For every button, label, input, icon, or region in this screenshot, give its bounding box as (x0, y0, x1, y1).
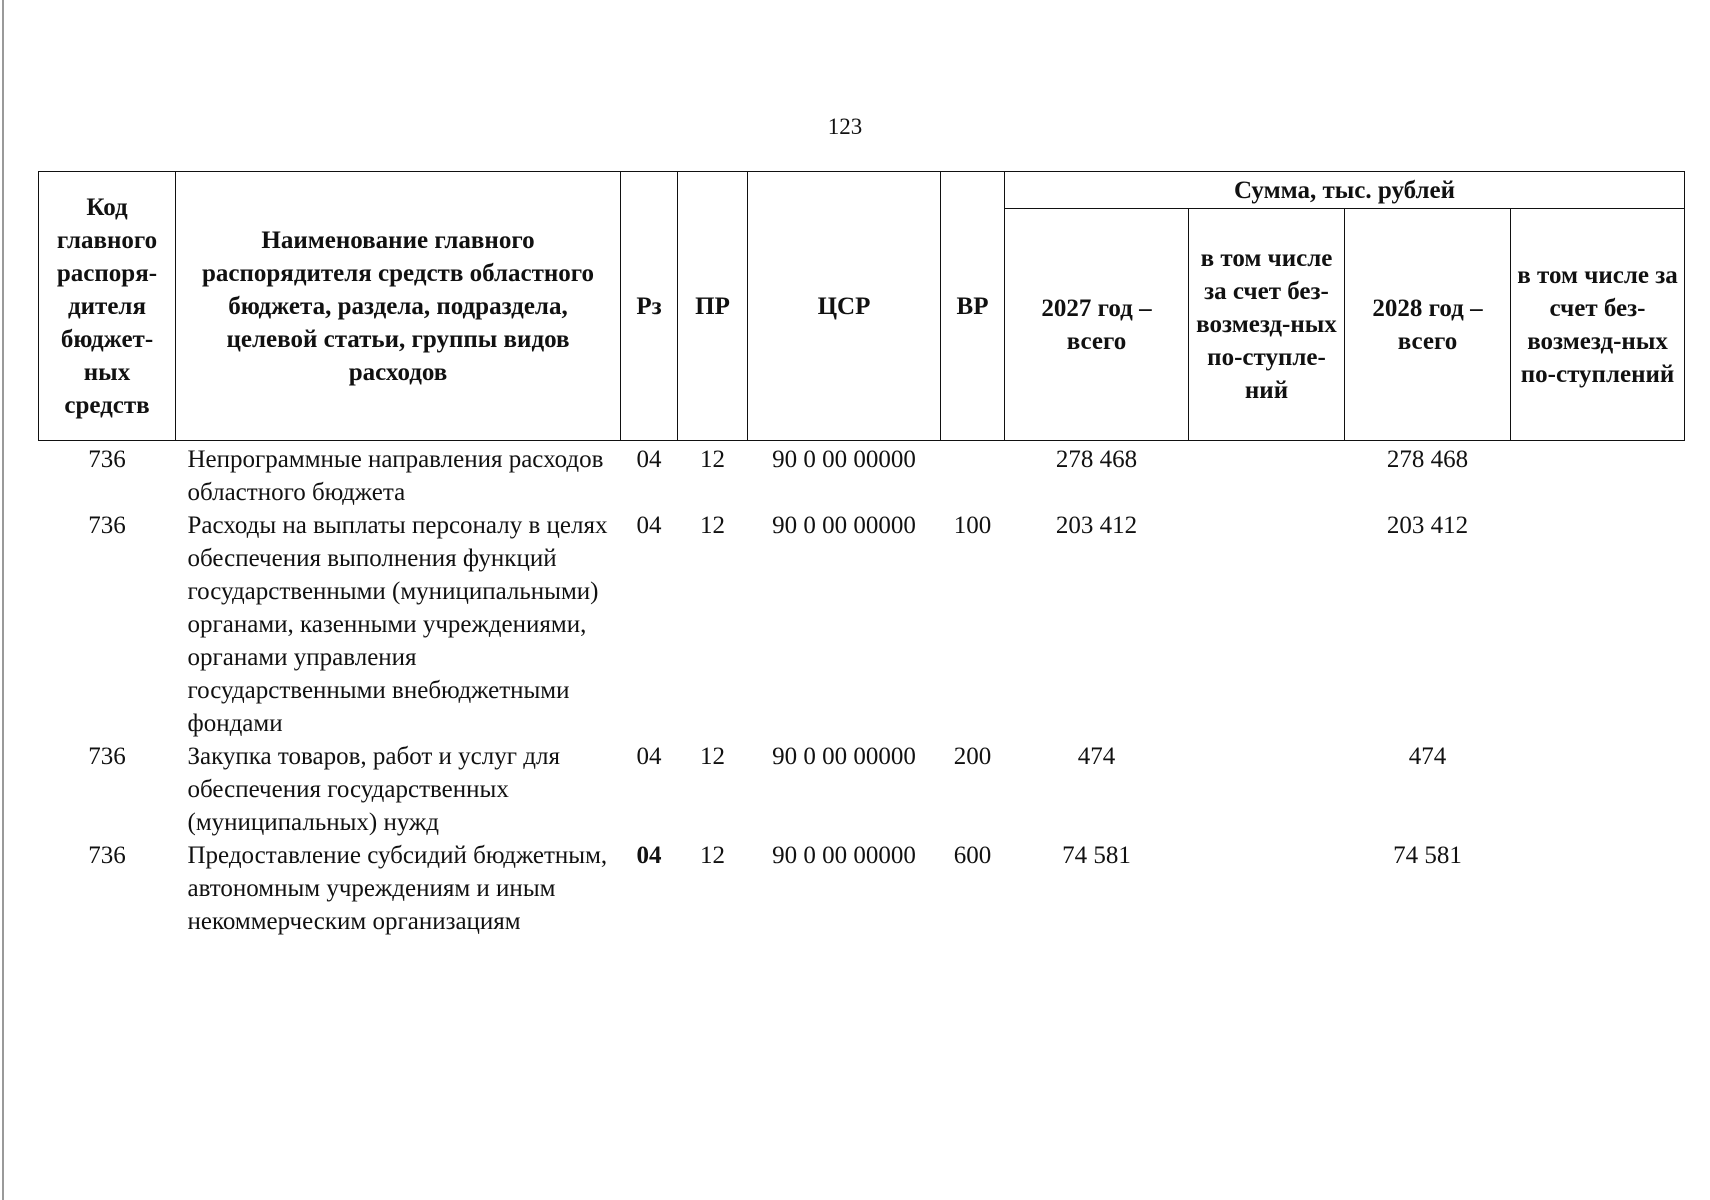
cell-pr: 12 (700, 743, 725, 770)
budget-table (38, 171, 1685, 938)
table-row (39, 740, 1685, 839)
cell-vr (941, 441, 1005, 510)
header-csr: ЦСР (748, 172, 941, 441)
cell-2028-total: 474 (1408, 743, 1447, 770)
cell-vr: 100 (953, 512, 992, 539)
cell-2028-free (1511, 441, 1685, 510)
cell-name: Закупка товаров, работ и услуг для обеспечения государственных (муниципальных) нужд (187, 743, 560, 836)
cell-2027-total: 278 468 (1055, 446, 1138, 473)
header-rz: Рз (621, 172, 678, 441)
cell-name: Непрограммные направления расходов областного бюджета (187, 446, 604, 506)
cell-code: 736 (88, 743, 126, 770)
header-2028-total: 2028 год – всего (1345, 209, 1511, 441)
cell-csr: 90 0 00 00000 (772, 512, 916, 539)
cell-2028-total: 74 581 (1393, 842, 1462, 869)
cell-rz: 04 (636, 446, 662, 473)
header-2027-free: в том числе за счет без-возмезд-ных по-ступле-ний (1189, 209, 1345, 441)
cell-code: 736 (88, 512, 126, 539)
cell-pr: 12 (700, 842, 725, 869)
cell-2028-free (1511, 839, 1685, 938)
cell-2027-total: 474 (1077, 743, 1116, 770)
cell-rz: 04 (636, 743, 662, 770)
cell-pr: 12 (700, 446, 725, 473)
cell-2028-free (1511, 740, 1685, 839)
table-header (39, 172, 1685, 441)
page-number: 123 (827, 114, 863, 139)
cell-code: 736 (88, 446, 126, 473)
cell-2027-total: 74 581 (1062, 842, 1131, 869)
cell-code: 736 (88, 842, 126, 869)
header-2028-free: в том числе за счет без-возмезд-ных по-ступлений (1511, 209, 1685, 441)
cell-2028-total: 278 468 (1386, 446, 1469, 473)
cell-name: Расходы на выплаты персоналу в целях обеспечения выполнения функций государственными (муниципальными) органами, казенными учреждениями, органами управления государственными внебюджетными фондами (187, 512, 608, 737)
cell-csr: 90 0 00 00000 (772, 446, 916, 473)
cell-2028-total: 203 412 (1386, 512, 1469, 539)
table-body (39, 441, 1685, 939)
cell-name: Предоставление субсидий бюджетным, автономным учреждениям и иным некоммерческим организациям (187, 842, 608, 935)
header-code: Код главного распоря-дителя бюджет-ных средств (39, 172, 176, 441)
table-row (39, 441, 1685, 510)
cell-2027-free (1189, 441, 1345, 510)
header-name: Наименование главного распорядителя средств областного бюджета, раздела, подраздела, целевой статьи, группы видов расходов (176, 172, 621, 441)
cell-2027-free (1189, 509, 1345, 740)
cell-rz: 04 (636, 842, 662, 869)
cell-csr: 90 0 00 00000 (772, 743, 916, 770)
header-vr: ВР (941, 172, 1005, 441)
cell-2027-total: 203 412 (1055, 512, 1138, 539)
cell-vr: 200 (953, 743, 992, 770)
header-2027-total: 2027 год – всего (1005, 209, 1189, 441)
cell-pr: 12 (700, 512, 725, 539)
cell-csr: 90 0 00 00000 (772, 842, 916, 869)
cell-vr: 600 (953, 842, 992, 869)
table-row (39, 509, 1685, 740)
header-pr: ПР (678, 172, 748, 441)
cell-2027-free (1189, 839, 1345, 938)
cell-2027-free (1189, 740, 1345, 839)
table-row (39, 839, 1685, 938)
cell-2028-free (1511, 509, 1685, 740)
cell-rz: 04 (636, 512, 662, 539)
header-sum-title: Сумма, тыс. рублей (1005, 172, 1685, 209)
page-edge-line (2, 0, 4, 1200)
